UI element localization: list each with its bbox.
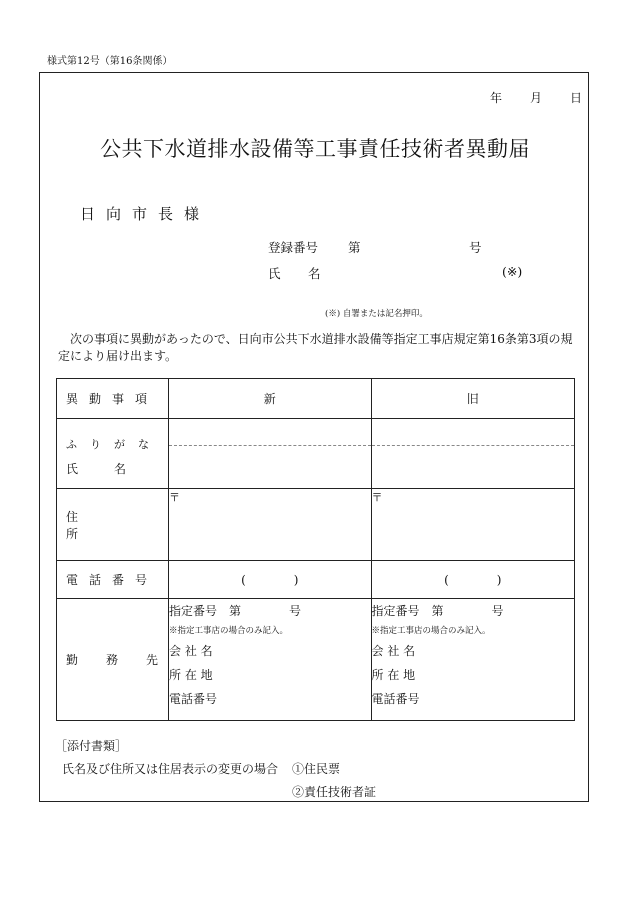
company-old: 会 社 名	[371, 644, 416, 658]
phone-new-cell[interactable]: ( )	[169, 561, 372, 599]
attachment-item-1: ①住民票	[292, 762, 341, 776]
address-old-cell[interactable]	[371, 489, 574, 561]
registration-prefix: 第	[348, 240, 361, 255]
work-phone-old: 電話番号	[371, 692, 420, 706]
name-label-2: 名	[308, 266, 321, 281]
registration-suffix: 号	[469, 240, 482, 255]
location-new: 所 在 地	[169, 668, 213, 682]
addressee: 日向市長様	[80, 205, 211, 223]
name-label: 氏 名	[66, 462, 127, 476]
phone-row	[57, 561, 575, 599]
furigana-label: ふりがな	[66, 438, 162, 451]
workplace-old-cell[interactable]	[371, 599, 574, 721]
name-label-1: 氏	[268, 266, 281, 281]
address-new-cell[interactable]	[169, 489, 372, 561]
address-row	[57, 489, 575, 561]
designation-note-old: ※指定工事店の場合のみ記入。	[371, 626, 491, 636]
postal-mark-old: 〒	[371, 491, 383, 504]
attachments-heading: ［添付書類］	[55, 739, 128, 753]
postal-mark-new: 〒	[169, 491, 181, 504]
address-label: 住 所	[57, 489, 169, 561]
workplace-label: 勤 務 先	[57, 599, 169, 721]
phone-label: 電話番号	[57, 561, 169, 599]
phone-old-cell[interactable]: ( )	[371, 561, 574, 599]
date-year: 年	[490, 91, 503, 105]
seal-note: (※) 自署または記名押印。	[325, 309, 428, 319]
name-old-cell[interactable]	[371, 419, 574, 489]
registration-label: 登録番号	[268, 240, 319, 255]
table-header-row	[57, 379, 575, 419]
location-old: 所 在 地	[371, 668, 416, 682]
company-new: 会 社 名	[169, 644, 213, 658]
header-old: 旧	[371, 379, 574, 419]
name-row	[57, 419, 575, 489]
form-title: 公共下水道排水設備等工事責任技術者異動届	[100, 137, 530, 161]
header-new: 新	[169, 379, 372, 419]
designation-note-new: ※指定工事店の場合のみ記入。	[169, 626, 289, 636]
name-new-cell[interactable]	[169, 419, 372, 489]
date-month: 月	[530, 91, 543, 105]
intro-paragraph: 次の事項に異動があったので、日向市公共下水道排水設備等指定工事店規定第16条第3項の規定により届け出ます。	[58, 332, 573, 363]
change-table	[56, 378, 575, 721]
workplace-row	[57, 599, 575, 721]
name-row-label	[57, 419, 169, 489]
workplace-new-cell[interactable]	[169, 599, 372, 721]
date-day: 日	[570, 91, 583, 105]
attachments-condition: 氏名及び住所又は住居表示の変更の場合	[62, 762, 279, 776]
header-label: 異動事項	[57, 379, 169, 419]
work-phone-new: 電話番号	[169, 692, 218, 706]
seal-mark: (※)	[502, 264, 523, 279]
form-number: 様式第12号（第16条関係）	[47, 56, 173, 67]
attachment-item-2: ②責任技術者証	[292, 785, 377, 799]
designation-new: 指定番号 第 号	[169, 604, 302, 618]
designation-old: 指定番号 第 号	[371, 604, 504, 618]
